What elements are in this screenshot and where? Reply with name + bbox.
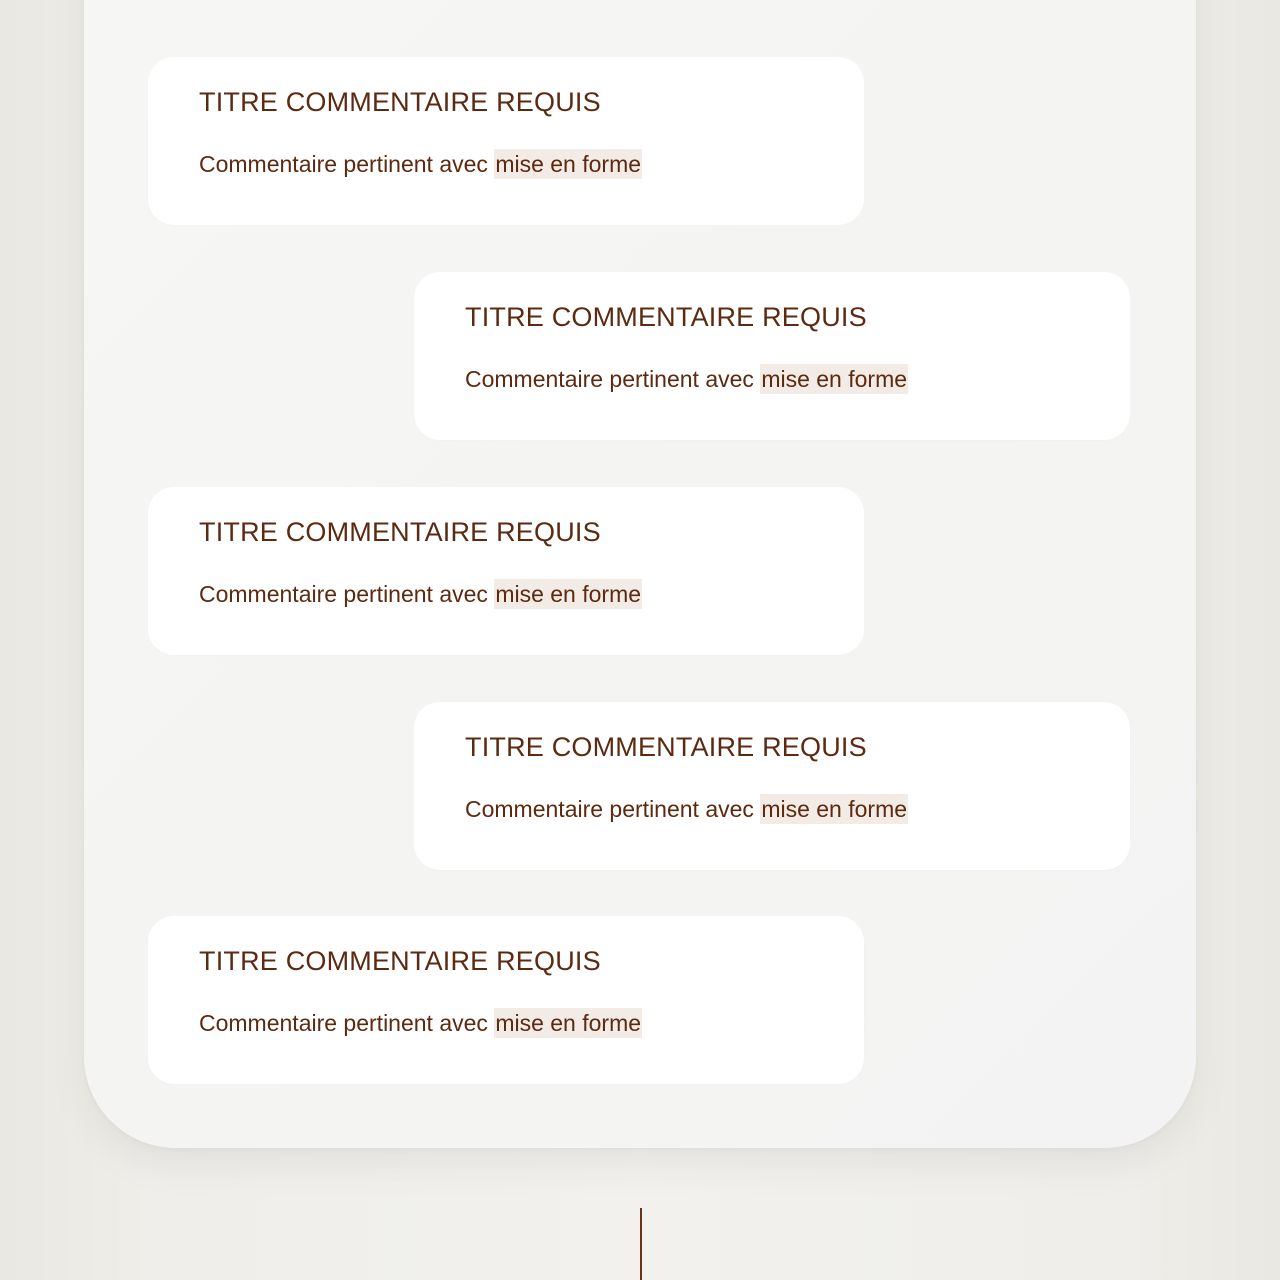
comment-text-main: Commentaire pertinent avec — [199, 1010, 488, 1036]
comment-card[interactable] — [414, 702, 1130, 870]
comment-highlight: mise en forme — [495, 581, 642, 607]
comment-title: TITRE COMMENTAIRE REQUIS — [199, 87, 601, 117]
comment-highlight: mise en forme — [495, 151, 642, 177]
comment-text — [199, 151, 642, 178]
comment-card[interactable] — [148, 487, 864, 655]
comment-card[interactable] — [148, 916, 864, 1084]
comment-text-main: Commentaire pertinent avec — [465, 796, 754, 822]
comment-title: TITRE COMMENTAIRE REQUIS — [199, 946, 601, 976]
comment-title: TITRE COMMENTAIRE REQUIS — [465, 732, 867, 762]
comment-card[interactable] — [414, 272, 1130, 440]
comment-card[interactable] — [148, 57, 864, 225]
comment-text — [199, 1010, 642, 1037]
comment-text — [465, 796, 908, 823]
comment-text-main: Commentaire pertinent avec — [199, 581, 488, 607]
comment-text-main: Commentaire pertinent avec — [199, 151, 488, 177]
comment-highlight: mise en forme — [761, 366, 908, 392]
timeline-connector-line — [640, 1208, 642, 1280]
comment-text-main: Commentaire pertinent avec — [465, 366, 754, 392]
comment-title: TITRE COMMENTAIRE REQUIS — [465, 302, 867, 332]
comment-title: TITRE COMMENTAIRE REQUIS — [199, 517, 601, 547]
comment-highlight: mise en forme — [495, 1010, 642, 1036]
comment-text — [199, 581, 642, 608]
comment-highlight: mise en forme — [761, 796, 908, 822]
comment-text — [465, 366, 908, 393]
